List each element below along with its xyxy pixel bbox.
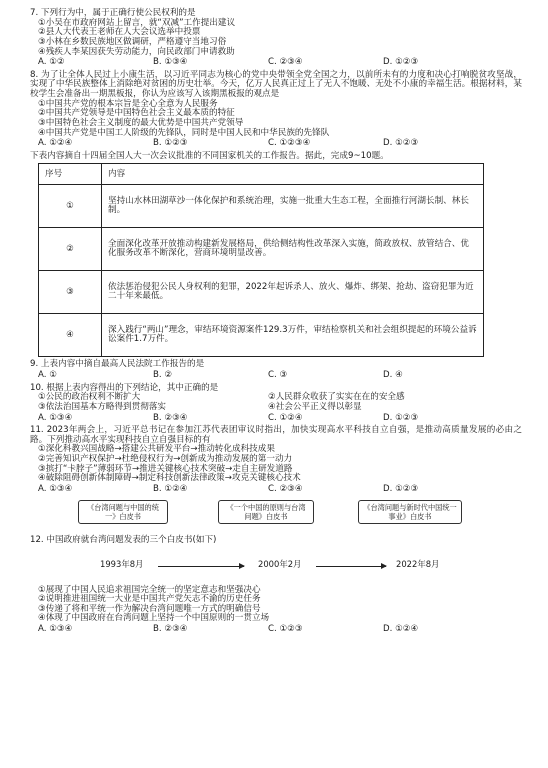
statement-item: ①深化科教兴国战略→搭建公共研发平台→推动转化成科技成果 — [38, 444, 275, 455]
option-b: B. ①③④ — [153, 57, 188, 68]
option-a: A. ①③④ — [38, 412, 73, 423]
statement-item: ③小林在乡数民族地区做调研，严格遵守当地习俗 — [38, 36, 227, 47]
row-number: ① — [39, 185, 102, 228]
option-c: C. ①②③ — [268, 624, 303, 634]
statement-item: ③摈打“卡脖子”薄弱环节→推进关键核心技术突破→走自主研发道路 — [38, 463, 293, 474]
white-paper-box: 《台湾问题与新时代中国统一事业》白皮书 — [358, 500, 462, 524]
row-content: 坚持山水林田湖草沙一体化保护和系统治理，实施一批重大生态工程，全面推行河湖长制、林长制。 — [102, 185, 484, 228]
timeline-date: 2000年2月 — [258, 558, 302, 569]
row-content: 深入践行“两山”理念，审结环境资源案件129.3万件，审结检察机关和社会组织提起的环境公益诉讼案件1.7万件。 — [102, 314, 484, 357]
question-title: 10. 根据上表内容得出的下列结论，其中正确的是 — [30, 382, 219, 393]
option-c: C. ③ — [268, 370, 288, 380]
option-b: B. ②③④ — [153, 412, 188, 423]
statement-item: ①中国共产党的根本宗旨是全心全意为人民服务 — [38, 98, 218, 109]
table-row — [39, 314, 484, 357]
option-c: C. ①②④ — [268, 412, 303, 423]
row-content: 依法惩治侵犯公民人身权利的犯罪，2022年起诉杀人、放火、爆炸、绑架、抢劫、盗窃犯罪为近二十年来最低。 — [102, 271, 484, 314]
table-intro: 下表内容摘自十四届全国人大一次会议批准的不同国家机关的工作报告。据此，完成9~10题。 — [30, 150, 389, 161]
option-c: C. ②③④ — [268, 57, 303, 68]
option-a: A. ① — [38, 370, 57, 380]
timeline-arrow — [158, 566, 244, 567]
statement-item: ①展现了中国人民追求祖国完全统一的坚定意志和坚强决心 — [38, 584, 261, 595]
question-10 — [30, 384, 530, 424]
option-a: A. ①②④ — [38, 138, 73, 149]
row-number: ② — [39, 228, 102, 271]
answer-options — [38, 625, 498, 635]
statement-item: ④破除阻碍创新体制障碍→制定科技创新法律政策→攻克关键核心技术 — [38, 473, 301, 484]
row-content: 全面深化改革开放推动构建新发展格局，供给侧结构性改革深入实施，简政放权、放管结合、优化服务改革不断深化，营商环境明显改善。 — [102, 228, 484, 271]
answer-options — [38, 58, 498, 68]
statement-item: ④中国共产党是中国工人阶级的先锋队，同时是中国人民和中华民族的先锋队 — [38, 127, 330, 138]
question-11 — [30, 426, 530, 494]
option-c: C. ②③④ — [268, 483, 303, 494]
table-row — [39, 185, 484, 228]
timeline-date: 2022年8月 — [396, 558, 440, 569]
statement-item: ②说明推进祖国统一大业是中国共产党矢志不渝的历史任务 — [38, 594, 261, 605]
question-title: 12. 中国政府就台湾问题发表的三个白皮书(如下) — [30, 534, 217, 545]
white-paper-timeline — [30, 498, 530, 586]
white-paper-box: 《台湾问题与中国的统一》白皮书 — [78, 500, 168, 524]
header-number: 序号 — [39, 164, 102, 185]
statement-item: ①小吴在市政府网站上留言，就“双减”工作提出建议 — [38, 17, 236, 28]
statement-row — [38, 403, 498, 413]
statement-item: ②县人大代表王老师在人大会议选举中投票 — [38, 27, 201, 38]
question-8 — [30, 71, 530, 149]
answer-options — [38, 371, 498, 381]
header-content: 内容 — [102, 164, 484, 185]
row-number: ④ — [39, 314, 102, 357]
option-b: B. ①②③ — [153, 138, 188, 149]
statement-item: ④残疾人李某因获失劳动能力，向民政部门申请救助 — [38, 46, 235, 57]
table-header-row — [39, 164, 484, 185]
option-b: B. ②③④ — [153, 624, 188, 634]
exam-page — [30, 8, 530, 638]
timeline-arrow — [316, 566, 386, 567]
question-title: 9. 上表内容中摘自最高人民法院工作报告的是 — [30, 359, 205, 370]
statement-item: ①公民的政治权利不断扩大 — [38, 392, 141, 403]
option-c: C. ①②③④ — [268, 138, 311, 149]
option-a: A. ①② — [38, 57, 65, 68]
option-b: B. ② — [153, 370, 173, 380]
option-d: D. ①②③ — [383, 57, 419, 68]
table-row — [39, 271, 484, 314]
option-b: B. ①②④ — [153, 483, 188, 494]
statement-item: ③依法治国基本方略得到贯彻落实 — [38, 401, 167, 412]
question-12 — [30, 498, 530, 635]
table-row — [39, 228, 484, 271]
statement-item: ②中国共产党领导是中国特色社会主义最本质的特征 — [38, 108, 235, 119]
statement-item: ③传递了将和平统一作为解决台湾问题唯一方式的明确信号 — [38, 603, 261, 614]
question-7 — [30, 9, 530, 68]
answer-options — [38, 414, 498, 424]
option-d: D. ①②④ — [383, 624, 419, 634]
statement-item: ④社会公平正义得以彰显 — [268, 401, 362, 412]
timeline-date: 1993年8月 — [100, 558, 144, 569]
statement-item: ③中国特色社会主义制度的最大优势是中国共产党领导 — [38, 117, 244, 128]
row-number: ③ — [39, 271, 102, 314]
statement-item: ④体现了中国政府在台湾问题上坚持一个中国原则的一贯立场 — [38, 613, 270, 624]
option-d: D. ①②③ — [383, 412, 419, 423]
statement-item: ②完善知识产权保护→杜绝侵权行为→创新成为推动发展的第一动力 — [38, 454, 293, 464]
question-title: 7. 下列行为中，属于正确行使公民权利的是 — [30, 8, 196, 18]
statement-item: ②人民群众收获了实实在在的安全感 — [268, 392, 405, 403]
question-stem: 11. 2023年两会上，习近平总书记在参加江苏代表团审议时指出，加快实现高水平科技自立自强，是推动高质量发展的必由之路。下列推动高水平实现科技自立自强目标的有 — [30, 425, 522, 445]
option-d: D. ①②③ — [383, 138, 419, 149]
answer-options — [38, 139, 498, 149]
option-a: A. ①③④ — [38, 624, 73, 634]
question-9 — [30, 360, 530, 380]
white-paper-box: 《一个中国的原则与台湾问题》白皮书 — [218, 500, 314, 524]
answer-options — [38, 485, 498, 495]
question-stem: 8. 为了让全体人民过上小康生活，以习近平同志为核心的党中央带领全党全国之力，以前所未有的力度和决心打响脱贫攻坚战，实现了中华民族整体上消除绝对贫困的历史壮举。今天，亿万人民真正过上了无人不饱暖、无处不小康的幸福生活。根据材料，某校学生会准备出一期黑板报，你认为应该写入该期黑板报的观点是 — [30, 69, 522, 99]
option-d: D. ①②③ — [383, 483, 419, 494]
option-d: D. ④ — [383, 370, 403, 380]
reports-table — [38, 163, 484, 357]
option-a: A. ①③④ — [38, 483, 73, 494]
